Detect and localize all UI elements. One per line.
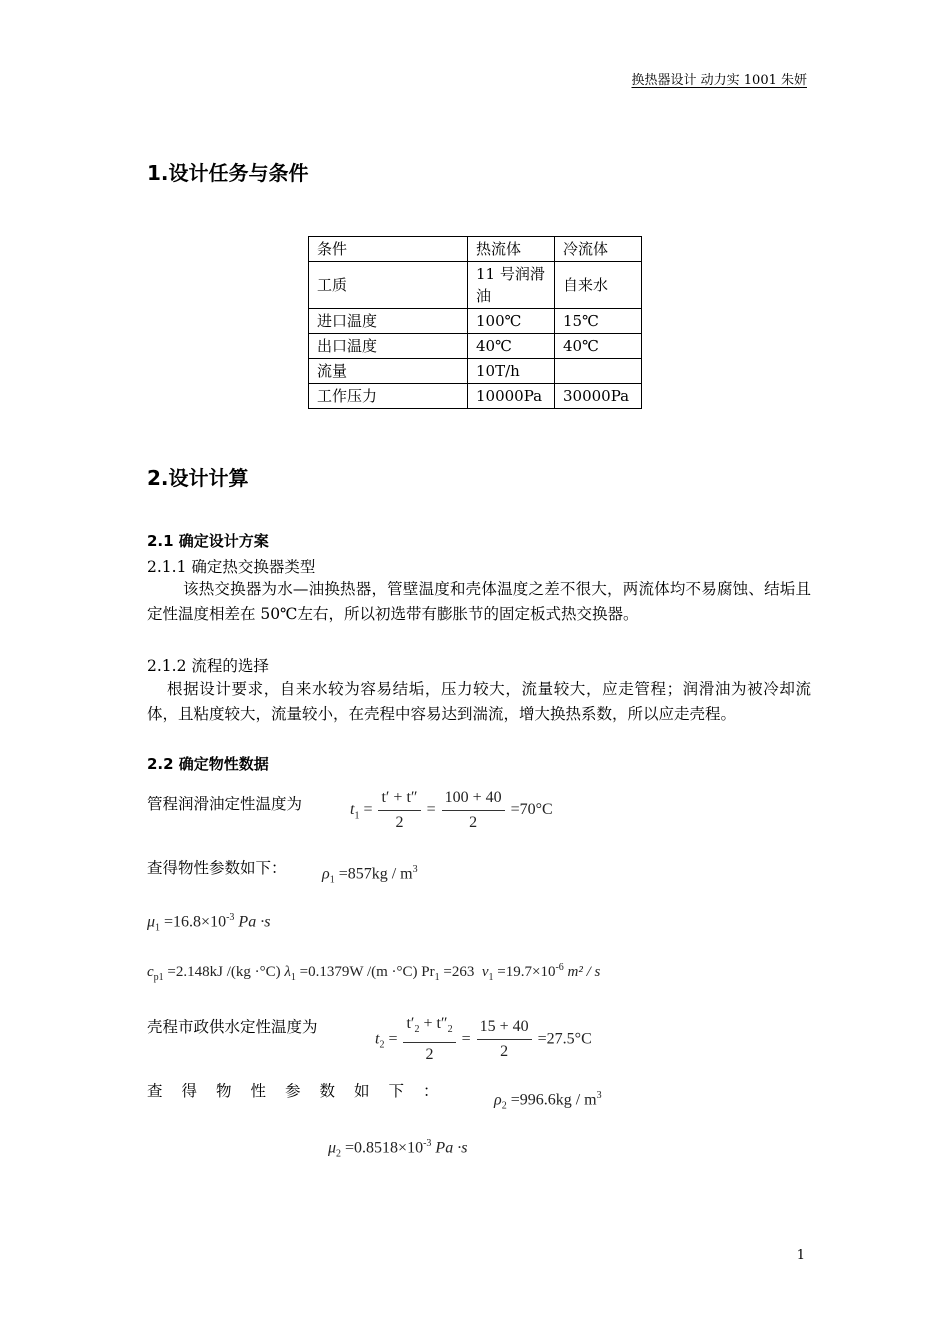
table-cell: 工质 xyxy=(309,262,468,309)
table-cell: 自来水 xyxy=(555,262,642,309)
fraction-numerator: $t'_2 + t''_2$ xyxy=(403,1012,455,1043)
formula-rho1: $\rho_1 =857kg / m^3$ xyxy=(322,864,418,886)
formula-symbol: t xyxy=(350,801,355,819)
table-cell: 工作压力 xyxy=(309,384,468,409)
tube-props-label: 查得物性参数如下： xyxy=(147,859,287,877)
subsection-2-1-2-title: 2.1.2 流程的选择 xyxy=(147,657,269,675)
table-header-row xyxy=(309,237,642,262)
table-row xyxy=(309,334,642,359)
table-row xyxy=(309,359,642,384)
subsection-2-1-title: 2.1 确定设计方案 xyxy=(147,532,269,550)
conditions-table xyxy=(308,236,642,409)
table-cell: 进口温度 xyxy=(309,309,468,334)
table-cell: 10000Pa xyxy=(468,384,555,409)
table-cell: 30000Pa xyxy=(555,384,642,409)
formula-unit: m² / s xyxy=(567,964,601,980)
fraction-denominator: 2 xyxy=(395,814,404,831)
tube-temp-label: 管程润滑油定性温度为 xyxy=(147,795,303,813)
table-row xyxy=(309,262,642,309)
shell-props-label: 查得物性参数如下： xyxy=(147,1082,458,1100)
table-header-cell: 热流体 xyxy=(468,237,555,262)
fraction-denominator: 2 xyxy=(500,1043,509,1061)
table-cell: 流量 xyxy=(309,359,468,384)
table-header-cell: 冷流体 xyxy=(555,237,642,262)
table-row xyxy=(309,309,642,334)
formula-result: =27.5°C xyxy=(537,1030,592,1048)
fraction-numerator: 100 + 40 xyxy=(442,786,505,811)
table-cell: 11 号润滑油 xyxy=(468,262,555,309)
formula-mu2: $\mu_2 =0.8518\times 10^{-3}$ Pa ·s xyxy=(328,1138,468,1160)
table-cell xyxy=(555,359,642,384)
formula-value: =996.6kg / m xyxy=(510,1091,597,1109)
table-cell: 40℃ xyxy=(468,334,555,359)
table-cell: 出口温度 xyxy=(309,334,468,359)
table-cell: 40℃ xyxy=(555,334,642,359)
paragraph-flow-selection: 根据设计要求，自来水较为容易结垢，压力较大，流量较大，应走管程；润滑油为被冷却流体，且粘度较大，流量较小，在壳程中容易达到湍流，增大换热系数，所以应走壳程。 xyxy=(147,680,811,723)
shell-temp-label: 壳程市政供水定性温度为 xyxy=(147,1018,318,1036)
formula-result: =70°C xyxy=(510,801,553,819)
fraction xyxy=(403,1012,455,1067)
formula-unit: Pa ·s xyxy=(238,913,271,931)
formula-rho2: $\rho_2 =996.6kg / m^3$ xyxy=(494,1090,602,1112)
formula-value: =0.8518×10 xyxy=(345,1139,424,1157)
fraction-numerator: 15 + 40 xyxy=(477,1015,532,1040)
table-cell: 10T/h xyxy=(468,359,555,384)
fraction-numerator: t′ + t″ xyxy=(378,786,420,811)
table-header-cell: 条件 xyxy=(309,237,468,262)
formula-value: =16.8×10 xyxy=(164,913,227,931)
formula-value: =0.1379W /(m ·°C) xyxy=(299,964,418,980)
fraction-denominator: 2 xyxy=(469,814,478,831)
formula-value: =263 xyxy=(443,964,475,980)
page-number: 1 xyxy=(796,1248,805,1263)
formula-mu1: $\mu_1 =16.8\times 10^{-3}$ Pa ·s xyxy=(147,912,271,934)
section-1-title: 1.设计任务与条件 xyxy=(147,161,309,185)
formula-props-line: $c_{p1} =2.148kJ$ /(kg ·°C) $\lambda_1 =0.1379W$ /(m ·°C) $Pr_1 =263$ $\nu_1 =19.7\times 10^{-6}$ m² / s xyxy=(147,962,601,983)
formula-unit: Pa ·s xyxy=(435,1139,468,1157)
table-cell: 100℃ xyxy=(468,309,555,334)
table-cell: 15℃ xyxy=(555,309,642,334)
page-header: 换热器设计 动力实 1001 朱妍 xyxy=(631,73,807,88)
fraction xyxy=(378,786,420,835)
subsection-2-1-1-title: 2.1.1 确定热交换器类型 xyxy=(147,558,316,576)
formula-value: =19.7×10 xyxy=(497,964,556,980)
fraction xyxy=(442,786,505,835)
fraction-denominator: 2 xyxy=(425,1046,434,1064)
subsection-2-2-title: 2.2 确定物性数据 xyxy=(147,755,269,773)
table-row xyxy=(309,384,642,409)
paragraph-exchanger-type: 该热交换器为水—油换热器，管壁温度和壳体温度之差不很大，两流体均不易腐蚀、结垢且定性温度相差在 50℃左右，所以初选带有膨胀节的固定板式热交换器。 xyxy=(147,580,811,623)
formula-t2: $t_2$ = $\frac{t'_2 + t''_2}{2}$ = $\frac{15 + 40}{2}$ =27.5°C xyxy=(375,1012,592,1067)
fraction xyxy=(477,1015,532,1064)
formula-value: =857kg / m xyxy=(338,865,413,883)
formula-t1: $t_1$ = $\frac{t' + t''}{2}$ = $\frac{100 + 40}{2}$ =70°C xyxy=(350,786,553,835)
formula-value: =2.148kJ /(kg ·°C) xyxy=(167,964,281,980)
section-2-title: 2.设计计算 xyxy=(147,466,249,490)
